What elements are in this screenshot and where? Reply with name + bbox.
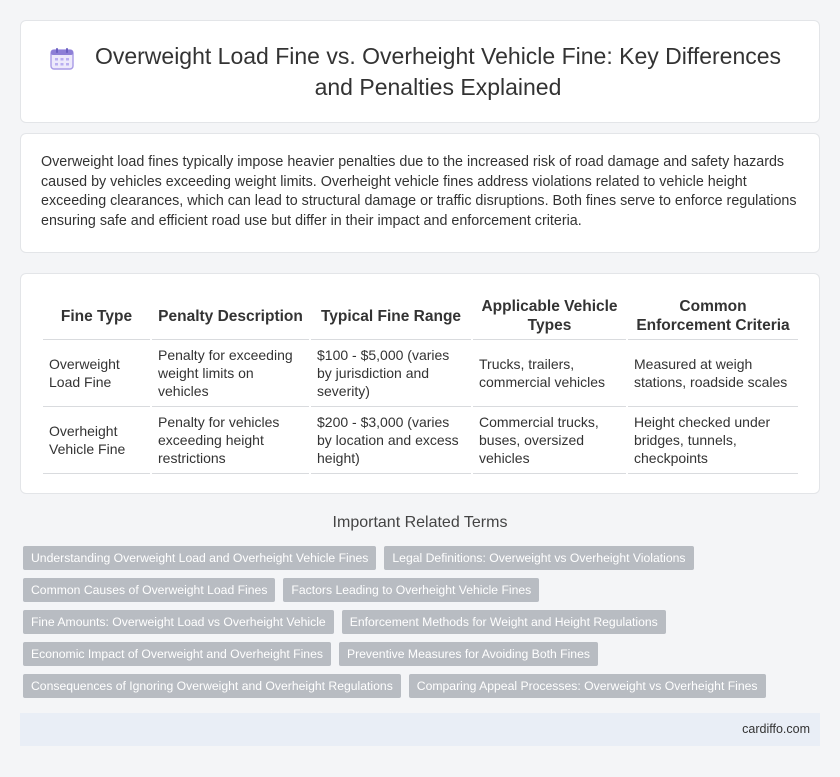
table-row <box>43 340 798 407</box>
table-cell: $100 - $5,000 (varies by jurisdiction and severity) <box>310 340 472 407</box>
intro-card <box>20 133 820 253</box>
table-cell: Overheight Vehicle Fine <box>43 407 151 474</box>
tag-row <box>23 610 813 634</box>
header-typical-fine-range: Typical Fine Range <box>310 293 472 340</box>
footer <box>20 713 820 746</box>
header-penalty-description: Penalty Description <box>151 293 310 340</box>
related-term-tag[interactable]: Fine Amounts: Overweight Load vs Overheight Vehicle <box>23 610 334 634</box>
related-term-tag[interactable]: Preventive Measures for Avoiding Both Fines <box>339 642 598 666</box>
related-term-tag[interactable]: Comparing Appeal Processes: Overweight vs Overheight Fines <box>409 674 766 698</box>
related-term-tag[interactable]: Enforcement Methods for Weight and Height Regulations <box>342 610 666 634</box>
table-row <box>43 407 798 474</box>
table-cell: Height checked under bridges, tunnels, checkpoints <box>627 407 798 474</box>
related-term-tag[interactable]: Factors Leading to Overheight Vehicle Fines <box>283 578 539 602</box>
related-term-tag[interactable]: Understanding Overweight Load and Overheight Vehicle Fines <box>23 546 376 570</box>
table-cell: Commercial trucks, buses, oversized vehicles <box>472 407 627 474</box>
table-cell: Trucks, trailers, commercial vehicles <box>472 340 627 407</box>
header-common-enforcement-criteria: Common Enforcement Criteria <box>627 293 798 340</box>
table-cell: Penalty for exceeding weight limits on vehicles <box>151 340 310 407</box>
related-term-tag[interactable]: Consequences of Ignoring Overweight and Overheight Regulations <box>23 674 401 698</box>
related-terms-list <box>23 546 813 706</box>
related-term-tag[interactable]: Common Causes of Overweight Load Fines <box>23 578 275 602</box>
tag-row <box>23 578 813 602</box>
table-cell: Overweight Load Fine <box>43 340 151 407</box>
related-terms-heading: Important Related Terms <box>332 514 508 531</box>
table-cell: Penalty for vehicles exceeding height restrictions <box>151 407 310 474</box>
comparison-table-card <box>20 273 820 494</box>
table-cell: Measured at weigh stations, roadside scales <box>627 340 798 407</box>
tag-row <box>23 546 813 570</box>
related-term-tag[interactable]: Economic Impact of Overweight and Overheight Fines <box>23 642 331 666</box>
header-fine-type: Fine Type <box>43 293 151 340</box>
table-header-row <box>43 293 798 340</box>
header-card <box>20 20 820 123</box>
comparison-table <box>43 293 798 474</box>
page-title: Overweight Load Fine vs. Overheight Vehicle Fine: Key Differences and Penalties Explained <box>94 42 782 100</box>
table-cell: $200 - $3,000 (varies by location and excess height) <box>310 407 472 474</box>
header-applicable-vehicle-types: Applicable Vehicle Types <box>472 293 627 340</box>
tag-row <box>23 642 813 666</box>
tag-row <box>23 674 813 698</box>
footer-site-link[interactable]: cardiffo.com <box>742 722 810 736</box>
intro-paragraph: Overweight load fines typically impose heavier penalties due to the increased risk of road damage and safety hazards caused by vehicles exceeding weight limits. Overheight vehicle fines address violations related to vehicle height exceeding clearances, which can lead to structural damage or traffic disruptions. Both fines serve to enforce regulations ensuring safe and efficient road use but differ in their impact and enforcement criteria. <box>41 154 797 229</box>
related-term-tag[interactable]: Legal Definitions: Overweight vs Overheight Violations <box>384 546 693 570</box>
